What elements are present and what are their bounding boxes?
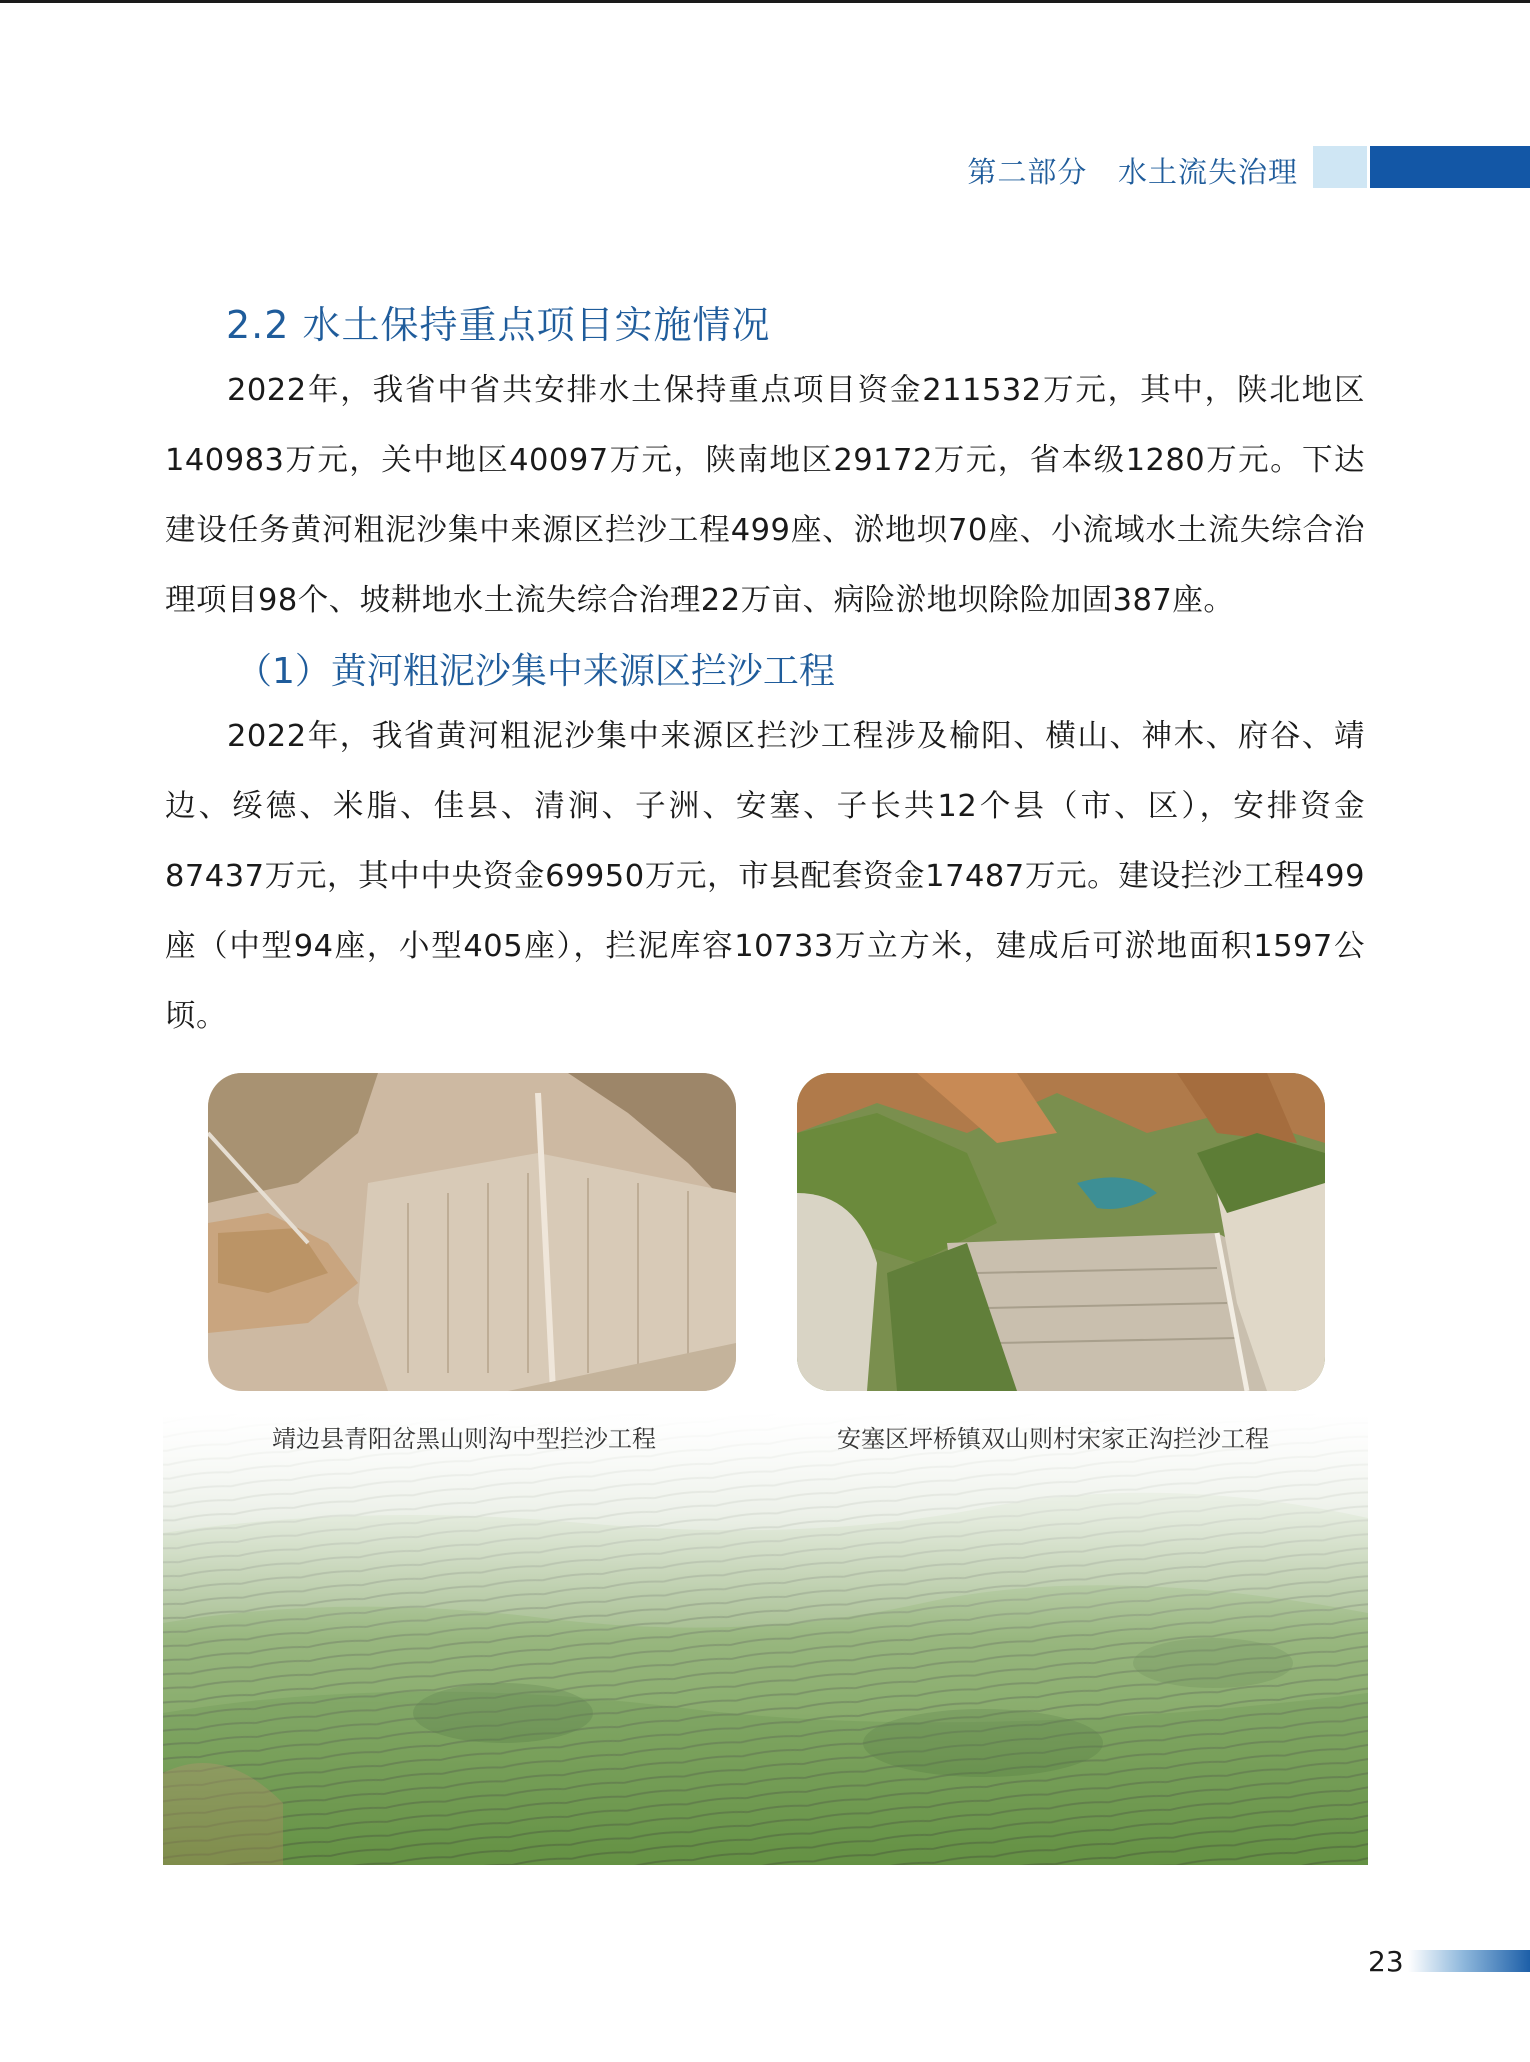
section-heading: 2.2 水土保持重点项目实施情况 (226, 303, 771, 347)
photo-ansai-dam (797, 1073, 1325, 1391)
photo-jingbian-dam (208, 1073, 736, 1391)
header-accent-light (1313, 146, 1367, 188)
running-header-title: 第二部分 水土流失治理 (967, 155, 1298, 189)
footer-accent-bar (1408, 1950, 1530, 1972)
paragraph-funding: 2022年，我省中省共安排水土保持重点项目资金211532万元，其中，陕北地区140983万元，关中地区40097万元，陕南地区29172万元，省本级1280万元。下达建设任务黄河粗泥沙集中来源区拦沙工程499座、淤地坝70座、小流域水土流失综合治理项目98个、坡耕地水土流失综合治理22万亩、病险淤地坝除险加固387座。 (165, 373, 1365, 618)
terraced-landscape-image (163, 1413, 1368, 1865)
subheading-sediment-project: （1）黄河粗泥沙集中来源区拦沙工程 (236, 651, 835, 692)
header-accent-dark (1370, 146, 1530, 188)
top-rule (0, 0, 1530, 3)
page-number: 23 (1368, 1945, 1404, 1978)
photo-caption-right: 安塞区坪桥镇双山则村宋家正沟拦沙工程 (837, 1425, 1269, 1453)
paragraph-sediment-project: 2022年，我省黄河粗泥沙集中来源区拦沙工程涉及榆阳、横山、神木、府谷、靖边、绥德、米脂、佳县、清涧、子洲、安塞、子长共12个县（市、区），安排资金87437万元，其中中央资金69950万元，市县配套资金17487万元。建设拦沙工程499座（中型94座，小型405座），拦泥库容10733万立方米，建成后可淤地面积1597公顷。 (165, 719, 1365, 1034)
photo-caption-left: 靖边县青阳岔黑山则沟中型拦沙工程 (272, 1425, 656, 1453)
